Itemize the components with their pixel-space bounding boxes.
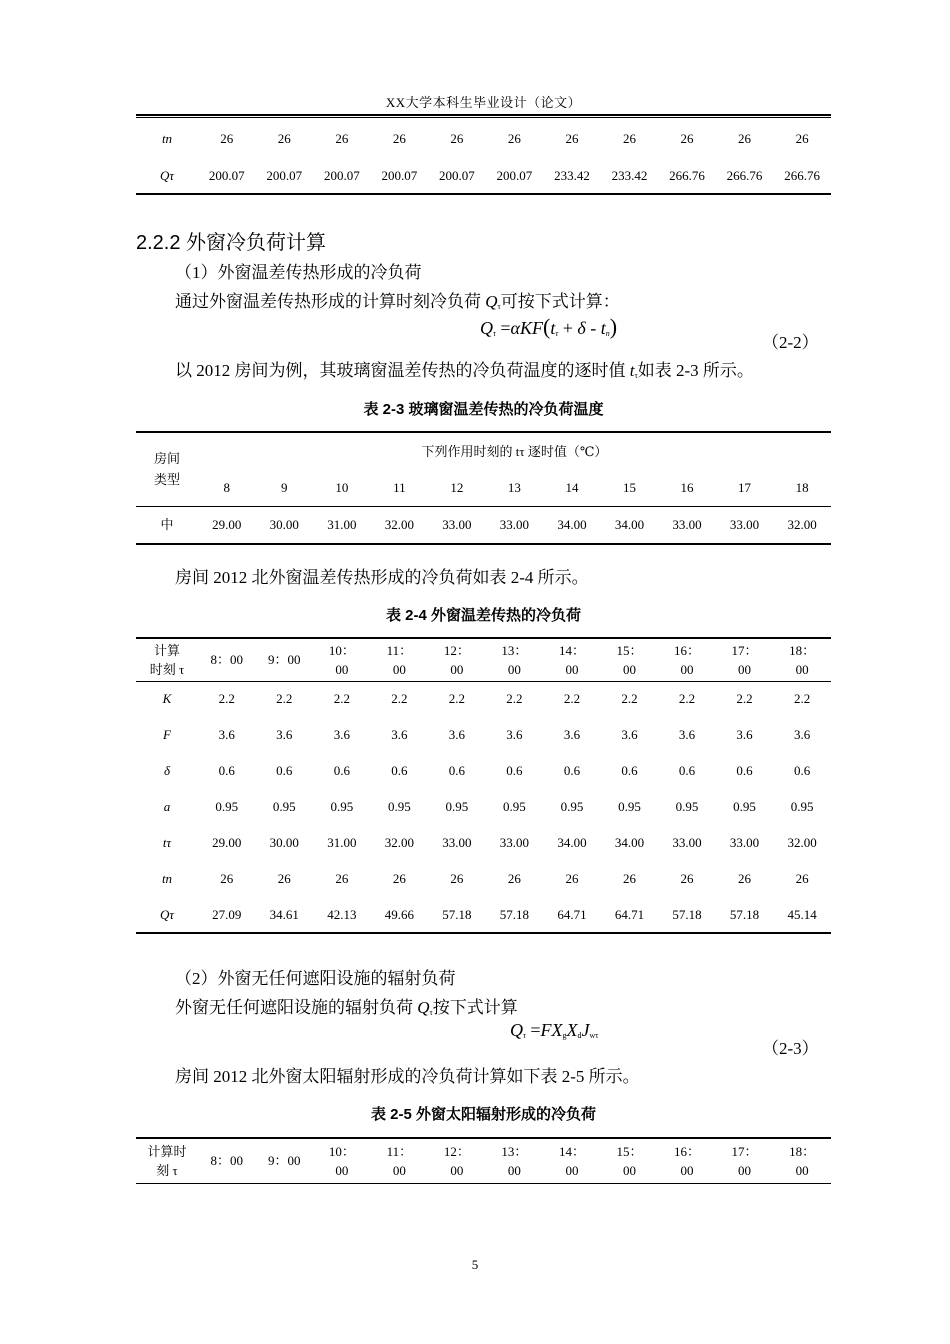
table-2-4: [136, 637, 831, 934]
table-cell: 2.2: [794, 691, 811, 707]
formula-symbol: =: [500, 318, 511, 338]
table-cell: 26: [507, 131, 521, 146]
header-rule: [136, 114, 831, 118]
formula-symbol: (: [543, 314, 551, 339]
header-cell: 14： 00: [558, 1143, 585, 1178]
formula-sub: τ: [493, 329, 496, 338]
header-cell: 11: [393, 479, 406, 495]
formula-sub: n: [605, 329, 610, 338]
header-cell: 13： 00: [501, 642, 528, 677]
table-cell: 3.6: [333, 727, 350, 742]
table-row: [136, 506, 831, 544]
page-header: XX大学本科生毕业设计（论文）: [385, 95, 582, 110]
row-label: Qτ: [159, 167, 175, 183]
table-2-3: [136, 431, 831, 545]
table-2-5: [136, 1137, 831, 1184]
table-cell: 26: [622, 131, 636, 146]
formula-sub: wτ: [589, 1031, 599, 1040]
table-cell: 57.18: [499, 906, 530, 922]
table-cell: 30.00: [269, 835, 299, 850]
table-body: [136, 681, 831, 933]
table-header-row: [136, 470, 831, 506]
formula-symbol: +: [562, 318, 573, 338]
header-cell: 17： 00: [731, 642, 758, 677]
header-cell: 18: [795, 479, 809, 495]
table-cell: 0.6: [333, 763, 350, 778]
table-cell: 32.00: [384, 516, 414, 532]
table-cell: 0.95: [733, 799, 756, 814]
paragraph-text: 如表 2-3 所示。: [637, 361, 754, 380]
section-title: 2.2.2 外窗冷负荷计算: [136, 232, 327, 254]
formula-symbol: J: [581, 1020, 590, 1040]
table-header-row: [136, 432, 831, 470]
table-cell: 42.13: [327, 906, 357, 922]
table-cell: 2.2: [621, 691, 638, 707]
table-cell: 0.6: [218, 763, 235, 778]
table-cell: 34.00: [614, 516, 645, 532]
paragraph-text: 按下式计算: [432, 998, 518, 1017]
formula-symbol: Q: [480, 318, 493, 338]
header-cell: 13: [507, 479, 521, 495]
table-cell: 26: [738, 871, 752, 886]
table-cell: 2.2: [218, 691, 235, 707]
row-label: tn: [161, 871, 173, 886]
table-cell: 3.6: [678, 727, 696, 742]
row-label: Qτ: [159, 906, 175, 922]
table-cell: 0.6: [736, 763, 753, 778]
table-cell: 0.95: [503, 799, 526, 814]
var-sub: τ: [497, 302, 501, 311]
table-cell: 26: [277, 131, 291, 146]
table-cell: 0.6: [678, 763, 696, 778]
formula-symbol: X: [551, 1020, 563, 1040]
formula-symbol: F: [540, 1020, 552, 1040]
table-cell: 26: [565, 871, 579, 886]
table-cell: 26: [622, 871, 636, 886]
header-cell: 16： 00: [674, 1143, 701, 1178]
header-cell: 11： 00: [386, 642, 413, 677]
header-cell: 17： 00: [731, 1143, 758, 1178]
table-cell: 3.6: [448, 727, 466, 742]
formula-sub: τ: [523, 1031, 526, 1040]
var-q: Q: [417, 998, 430, 1017]
formula-symbol: -: [590, 318, 597, 338]
formula-2-3: [510, 1020, 599, 1041]
table-cell: 2.2: [448, 691, 466, 707]
table-cell: 0.6: [794, 763, 811, 778]
table-cell: 2.2: [276, 691, 293, 707]
table-cell: 34.00: [557, 835, 587, 850]
table-cell: 0.6: [391, 763, 408, 778]
table-cell: 33.00: [442, 516, 472, 532]
row-label: F: [163, 727, 171, 742]
table-cell: 2.2: [391, 691, 408, 707]
header-label: 计算时 刻 τ: [147, 1143, 187, 1178]
header-cell: 13： 00: [501, 1143, 528, 1178]
table-cell: 45.14: [787, 906, 817, 922]
row-label: δ: [163, 763, 171, 778]
formula-symbol: =: [530, 1020, 541, 1040]
table-cell: 0.6: [506, 763, 523, 778]
table-cell: 26: [680, 131, 694, 146]
table-cell: 57.18: [672, 906, 702, 922]
table-row: [136, 120, 831, 158]
table-header-row: [136, 1138, 831, 1183]
table-cell: 0.95: [560, 799, 584, 814]
table-cell: 26: [565, 131, 579, 146]
table-cell: 0.6: [276, 763, 293, 778]
table-cell: 0.95: [330, 799, 354, 814]
table-caption: 表 2-3 玻璃窗温差传热的冷负荷温度: [363, 401, 604, 418]
table-cell: 3.6: [391, 727, 408, 742]
table-cell: 2.2: [678, 691, 696, 707]
table-cell: 233.42: [611, 167, 648, 183]
header-cell: 12: [450, 479, 464, 495]
table-cell: 200.07: [208, 167, 245, 183]
table-cell: 26: [220, 131, 234, 146]
table-cell: 200.07: [439, 167, 475, 183]
table-row: [136, 681, 831, 717]
page-number: 5: [471, 1257, 479, 1272]
table-cell: 3.6: [218, 727, 235, 742]
table-cell: 2.2: [333, 691, 350, 707]
table-cell: 200.07: [266, 167, 303, 183]
header-cell: 9：00: [268, 652, 301, 668]
header-cell: 17: [738, 479, 752, 495]
table-cell: 0.95: [675, 799, 699, 814]
formula-symbol: α: [510, 318, 520, 338]
header-cell: 10： 00: [328, 642, 355, 677]
table-caption: 表 2-4 外窗温差传热的冷负荷: [385, 607, 582, 624]
table-cell: 34.61: [269, 906, 299, 922]
table-cell: 3.6: [563, 727, 581, 742]
table-cell: 233.42: [554, 167, 590, 183]
table-cell: 26: [335, 131, 349, 146]
paragraph-4: [175, 993, 518, 1018]
table-row: [136, 789, 831, 825]
formula-symbol: KF: [519, 318, 543, 338]
paragraph-text: 可按下式计算：: [500, 292, 620, 311]
table-cell: 26: [507, 871, 521, 886]
table-cell: 26: [392, 871, 406, 886]
formula-sub: d: [577, 1031, 582, 1040]
table-cell: 33.00: [729, 516, 760, 532]
paragraph-text: 通过外窗温差传热形成的计算时刻冷负荷: [175, 292, 486, 311]
equation-number: （2-3）: [762, 1039, 819, 1058]
paragraph-text: 外窗无任何遮阳设施的辐射负荷: [175, 998, 418, 1017]
table-cell: 33.00: [499, 516, 530, 532]
table-cell: 2.2: [563, 691, 581, 707]
table-cell: 0.6: [621, 763, 638, 778]
table-cell: 32.00: [787, 835, 817, 850]
table-caption: 表 2-5 外窗太阳辐射形成的冷负荷: [370, 1106, 597, 1123]
table-cell: 0.95: [272, 799, 296, 814]
table-continued: [136, 120, 831, 195]
table-cell: 33.00: [729, 835, 760, 850]
table-cell: 26: [795, 871, 809, 886]
table-cell: 266.76: [784, 167, 821, 183]
table-cell: 200.07: [323, 167, 360, 183]
table-cell: 3.6: [506, 727, 523, 742]
header-cell: 8：00: [210, 1153, 244, 1169]
table-cell: 29.00: [212, 516, 242, 532]
table-cell: 0.95: [790, 799, 814, 814]
header-span: 下列作用时刻的 tτ 逐时值（℃）: [421, 443, 608, 459]
formula-symbol: ): [609, 314, 618, 339]
table-cell: 33.00: [442, 835, 472, 850]
formula-2-2: [480, 314, 617, 340]
header-cell: 15: [622, 479, 636, 495]
row-label: K: [162, 691, 172, 707]
header-cell: 12： 00: [443, 1143, 470, 1178]
table-row: [136, 861, 831, 897]
header-cell: 15： 00: [616, 1143, 643, 1178]
formula-sub: τ: [555, 329, 559, 338]
table-cell: 26: [450, 871, 464, 886]
formula-sub: g: [562, 1031, 567, 1040]
header-cell: 11： 00: [386, 1143, 413, 1178]
paragraph-2: [175, 356, 754, 381]
row-label: tτ: [162, 835, 172, 850]
header-cell: 18： 00: [789, 1143, 816, 1178]
formula-symbol: t: [550, 318, 556, 338]
header-cell: 14： 00: [558, 642, 585, 677]
table-cell: 3.6: [621, 727, 638, 742]
table-cell: 200.07: [381, 167, 418, 183]
paragraph-5: 房间 2012 北外窗太阳辐射形成的冷负荷计算如下表 2-5 所示。: [175, 1067, 640, 1086]
table-cell: 0.95: [445, 799, 469, 814]
header-cell: 8：00: [210, 652, 244, 668]
header-label: 房间 类型: [136, 432, 198, 506]
table-cell: 29.00: [212, 835, 242, 850]
table-cell: 0.6: [563, 763, 581, 778]
formula-symbol: δ: [577, 318, 586, 338]
var-sub: τ: [429, 1008, 433, 1017]
row-label: a: [163, 799, 171, 814]
table-header-row: [136, 638, 831, 681]
table-cell: 64.71: [557, 906, 587, 922]
header-cell: 10: [335, 479, 349, 495]
table-cell: 26: [392, 131, 406, 146]
subheading-2: （2）外窗无任何遮阳设施的辐射负荷: [175, 969, 456, 988]
table-row: [136, 753, 831, 789]
table-cell: 3.6: [276, 727, 293, 742]
formula-symbol: t: [600, 318, 606, 338]
table-cell: 26: [220, 871, 234, 886]
table-cell: 3.6: [794, 727, 811, 742]
header-cell: 12： 00: [443, 642, 470, 677]
table-row: [136, 158, 831, 194]
table-row: [136, 897, 831, 933]
table-cell: 2.2: [506, 691, 523, 707]
row-label: 中: [160, 516, 174, 532]
table-cell: 31.00: [327, 835, 357, 850]
table-cell: 3.6: [736, 727, 753, 742]
table-cell: 0.6: [448, 763, 466, 778]
var-q: Q: [485, 292, 498, 311]
table-cell: 26: [738, 131, 752, 146]
table-cell: 33.00: [672, 516, 702, 532]
table-cell: 200.07: [496, 167, 533, 183]
table-row: [136, 717, 831, 753]
table-cell: 57.18: [729, 906, 760, 922]
header-cell: 9: [281, 479, 288, 495]
header-label: 计算 时刻 τ: [149, 642, 185, 677]
table-cell: 0.95: [387, 799, 411, 814]
table-row: [136, 825, 831, 861]
table-cell: 26: [335, 871, 349, 886]
header-cell: 8: [223, 479, 231, 495]
table-cell: 0.95: [618, 799, 641, 814]
formula-symbol: Q: [510, 1020, 523, 1040]
table-cell: 57.18: [442, 906, 472, 922]
table-cell: 26: [680, 871, 694, 886]
table-cell: 32.00: [384, 835, 414, 850]
paragraph-text: 以 2012 房间为例，其玻璃窗温差传热的冷负荷温度的逐时值: [175, 361, 630, 380]
header-cell: 16: [680, 479, 694, 495]
table-cell: 30.00: [269, 516, 299, 532]
table-cell: 266.76: [669, 167, 705, 183]
header-cell: 15： 00: [616, 642, 643, 677]
table-cell: 27.09: [212, 906, 242, 922]
header-cell: 16： 00: [674, 642, 701, 677]
var-t: t: [629, 361, 635, 380]
table-cell: 0.95: [215, 799, 239, 814]
row-label: tn: [161, 131, 173, 146]
table-cell: 31.00: [327, 516, 357, 532]
header-cell: 9：00: [268, 1153, 301, 1169]
table-cell: 266.76: [726, 167, 763, 183]
equation-number: （2-2）: [762, 333, 819, 352]
table-cell: 34.00: [614, 835, 645, 850]
table-cell: 26: [277, 871, 291, 886]
table-cell: 64.71: [614, 906, 645, 922]
header-cell: 14: [565, 479, 579, 495]
table-cell: 33.00: [499, 835, 530, 850]
table-cell: 2.2: [736, 691, 753, 707]
formula-symbol: X: [566, 1020, 578, 1040]
table-cell: 26: [795, 131, 809, 146]
paragraph-1: [175, 287, 620, 312]
subheading-1: （1）外窗温差传热形成的冷负荷: [175, 263, 422, 282]
table-cell: 33.00: [672, 835, 702, 850]
table-cell: 32.00: [787, 516, 817, 532]
table-cell: 49.66: [384, 906, 414, 922]
header-cell: 18： 00: [789, 642, 816, 677]
var-sub: τ: [634, 371, 638, 380]
header-cell: 10： 00: [328, 1143, 355, 1178]
table-cell: 34.00: [557, 516, 587, 532]
paragraph-3: 房间 2012 北外窗温差传热形成的冷负荷如表 2-4 所示。: [175, 568, 589, 587]
table-cell: 26: [450, 131, 464, 146]
